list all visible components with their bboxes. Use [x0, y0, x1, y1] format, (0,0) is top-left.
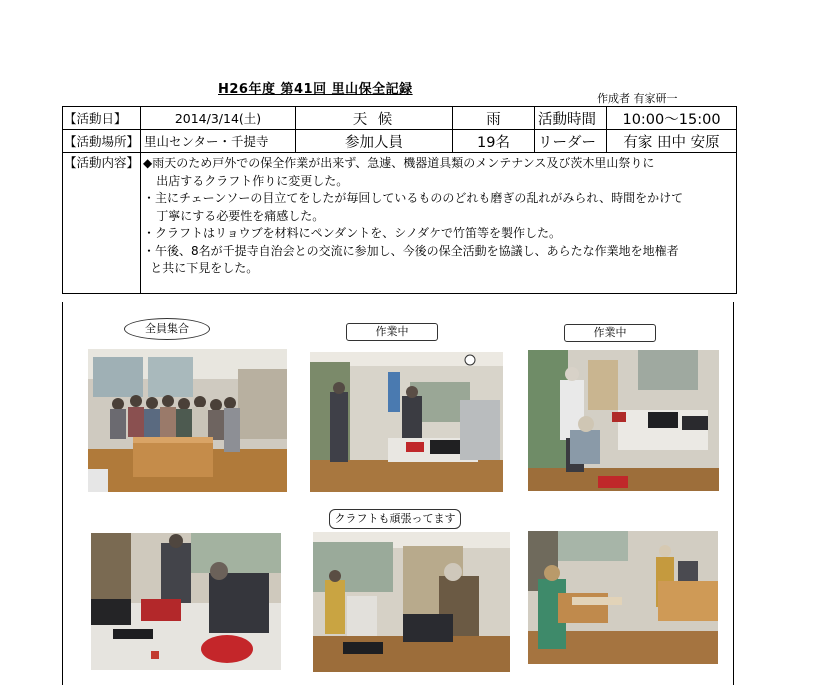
place-value: 里山センター・千提寺 — [141, 130, 296, 153]
caption-work-2: 作業中 — [564, 324, 656, 342]
content-line: 出店するクラフト作りに変更した。 — [156, 173, 349, 188]
author-credit: 作成者 有家研一 — [597, 92, 678, 105]
leader-value: 有家 田中 安原 — [607, 130, 737, 153]
content-text — [141, 153, 736, 282]
time-label: 活動時間 — [535, 107, 607, 130]
caption-work-1: 作業中 — [346, 323, 438, 341]
content-cell — [141, 153, 737, 294]
activity-info-table — [62, 106, 737, 294]
leader-label: リーダー — [535, 130, 607, 153]
place-label: 【活動場所】 — [63, 130, 141, 153]
group-photo — [88, 349, 287, 492]
work-photo-1 — [310, 352, 503, 492]
weather-label: 天 候 — [296, 107, 453, 130]
document-title: H26年度 第41回 里山保全記録 — [218, 82, 413, 97]
date-value: 2014/3/14(土) — [141, 107, 296, 130]
work-photo-2 — [528, 350, 719, 491]
weather-value: 雨 — [453, 107, 535, 130]
participants-value: 19名 — [453, 130, 535, 153]
content-line: ・主にチェーンソーの目立てをしたが毎回しているもののどれも磨ぎの乱れがみられ、時間をかけて — [143, 191, 684, 205]
craft-photo-1 — [91, 533, 281, 670]
craft-photo-3 — [528, 531, 718, 664]
participants-label: 参加人員 — [296, 130, 453, 153]
caption-group-photo: 全員集合 — [124, 318, 210, 340]
time-value: 10:00〜15:00 — [607, 107, 737, 130]
caption-craft: クラフトも頑張ってます — [329, 509, 461, 529]
craft-photo-2 — [313, 532, 510, 672]
content-line: 丁寧にする必要性を痛感した。 — [156, 208, 325, 223]
date-label: 【活動日】 — [63, 107, 141, 130]
content-line: ◆雨天のため戸外での保全作業が出来ず、急遽、機器道具類のメンテナンス及び茨木里山祭りに — [143, 156, 655, 170]
content-label: 【活動内容】 — [63, 153, 141, 294]
content-line: ・午後、8名が千提寺自治会との交流に参加し、今後の保全活動を協議し、あらたな作業地を地権者 — [143, 243, 679, 258]
content-line: と共に下見をした。 — [150, 261, 259, 275]
content-line: ・クラフトはリョウブを材料にペンダントを、シノダケで竹笛等を製作した。 — [143, 226, 561, 240]
